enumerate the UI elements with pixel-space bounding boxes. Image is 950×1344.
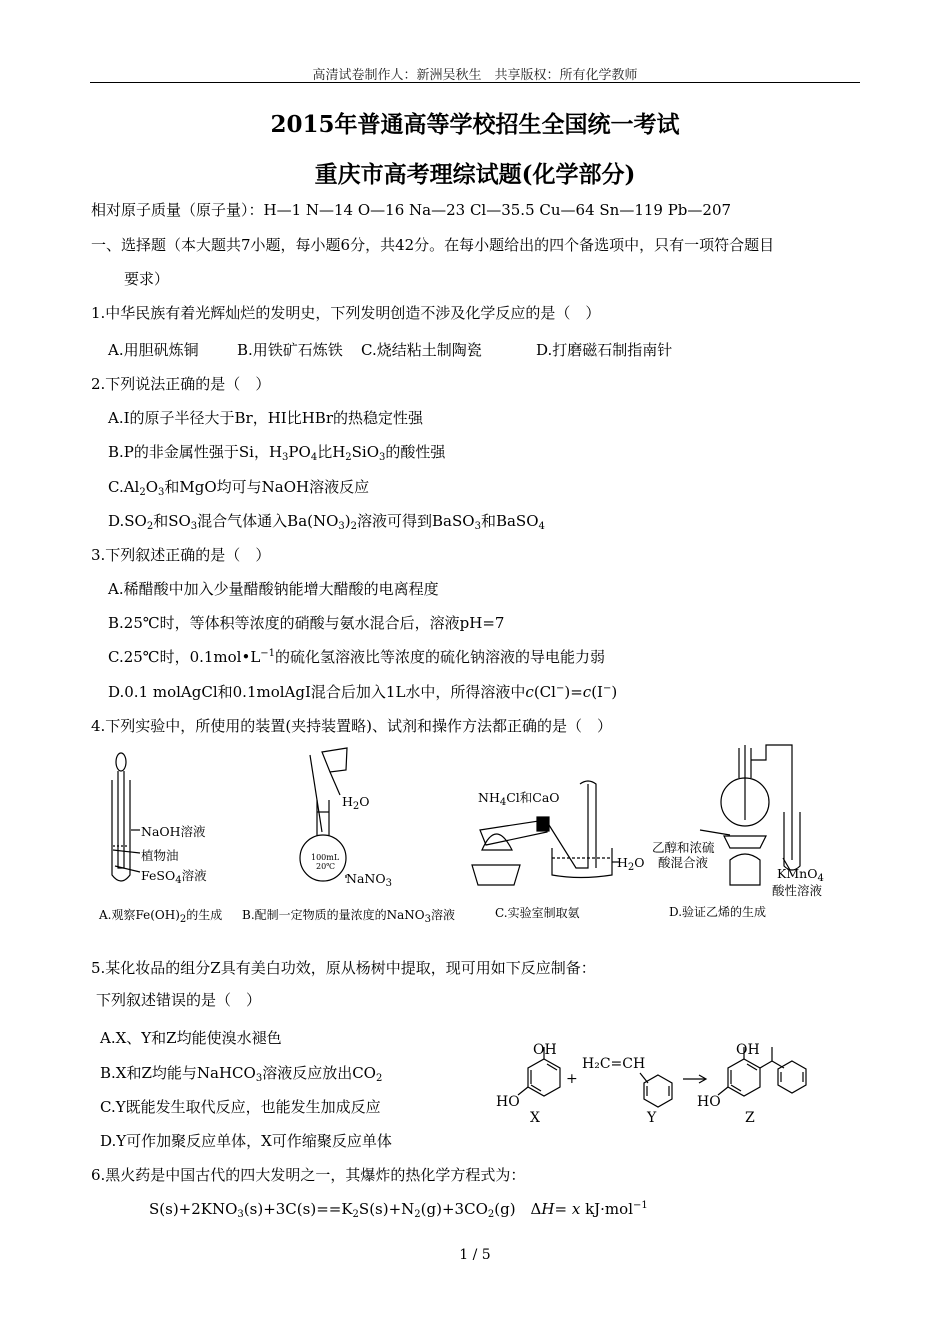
fig-b-label-water: $H_2O$ (342, 794, 370, 812)
z-ho: HO (697, 1094, 721, 1110)
header-rule (90, 82, 860, 83)
q2-option-d: $D.SO_2$和$SO_3$混合气体通入$Ba(NO_3)_2$溶液可得到BaSO$_3$和BaSO$_4$ (108, 512, 545, 532)
x-oh: OH (533, 1042, 557, 1058)
q1-option-d: D.打磨磁石制指南针 (536, 341, 673, 359)
q2-option-b: B.P的非金属性强于Si，$H_3PO_4$比$H_2SiO_3$的酸性强 (108, 443, 446, 463)
y-label: Y (647, 1110, 657, 1126)
q6-equation: $S(s)+2KNO_3(s)+3C(s)==K_2S(s)+N_2(g)+3CO_2(g)$ ΔH= x kJ·mol$^{-1}$ (149, 1200, 648, 1220)
q3-option-d: D.0.1 molAgCl和0.1molAgI混合后加入1L水中，所得溶液中c(Cl−)=c(I−) (108, 683, 618, 701)
fig-d-label-mixture-1: 乙醇和浓硫 (652, 840, 715, 855)
q5-stem: 5.某化妆品的组分Z具有美白功效，原从杨树中提取，现可用如下反应制备： (91, 959, 596, 977)
q3-option-a: A.稀醋酸中加入少量醋酸钠能增大醋酸的电离程度 (108, 580, 439, 598)
x-label: X (530, 1110, 540, 1126)
q1-option-b: B.用铁矿石炼铁 (237, 341, 343, 359)
fig-c-label-water: $H_2O$ (617, 855, 645, 873)
q4-stem: 4.下列实验中，所使用的装置(夹持装置略)、试剂和操作方法都正确的是（ ） (91, 717, 613, 735)
fig-b-label-temp: 20℃ (316, 862, 336, 871)
section-instruction-cont: 要求） (124, 270, 170, 288)
z-label: Z (745, 1110, 755, 1126)
q3-stem: 3.下列叙述正确的是（ ） (91, 546, 271, 564)
q5-option-d: D.Y可作加聚反应单体，X可作缩聚反应单体 (100, 1132, 392, 1150)
fig-d-label-mixture-2: 酸混合液 (658, 855, 709, 870)
page-header: 高清试卷制作人：新洲吴秋生 共享版权：所有化学教师 (312, 68, 638, 83)
plus-sign: + (566, 1071, 578, 1087)
fig-d-label-kmno4: KMnO$_4$ (777, 866, 824, 884)
q1-option-a: A.用胆矾炼铜 (108, 341, 199, 359)
fig-d-caption: D.验证乙烯的生成 (669, 905, 767, 919)
q5-option-b: B.X和Z均能与NaHCO$_3$溶液反应放出$CO_2$ (100, 1064, 383, 1084)
exam-title: 2015年普通高等学校招生全国统一考试 (270, 111, 680, 138)
z-oh: OH (736, 1042, 760, 1058)
exam-subtitle: 重庆市高考理综试题(化学部分) (314, 161, 636, 188)
reaction-arrow (683, 1075, 706, 1083)
q1-stem: 1.中华民族有着光辉灿烂的发明史，下列发明创造不涉及化学反应的是（ ） (91, 304, 601, 322)
fig-b-label-volume: 100mL (311, 853, 340, 862)
q2-option-a: A.I的原子半径大于Br，HI比HBr的热稳定性强 (108, 409, 424, 427)
fig-b-label-nano3: NaNO$_3$ (346, 871, 392, 889)
structure-y (640, 1073, 672, 1107)
fig-d-ethylene-setup (700, 745, 800, 885)
fig-a-test-tube-dropper (112, 753, 140, 881)
fig-a-label-oil: 植物油 (141, 848, 179, 863)
fig-c-label-reagents: $NH_4Cl$和CaO (478, 790, 560, 808)
structure-z (718, 1047, 806, 1096)
fig-d-label-acidic: 酸性溶液 (772, 883, 823, 898)
q3-option-c: C.25℃时，$0.1mol•L^{-1}$的硫化氢溶液比等浓度的硫化钠溶液的导电能力弱 (108, 648, 606, 666)
x-ho: HO (496, 1094, 520, 1110)
q2-stem: 2.下列说法正确的是（ ） (91, 375, 271, 393)
q5-option-a: A.X、Y和Z均能使溴水褪色 (100, 1029, 282, 1047)
fig-b-caption: B.配制一定物质的量浓度的NaNO$_3$溶液 (242, 908, 456, 925)
q5-option-c: C.Y既能发生取代反应，也能发生加成反应 (100, 1098, 381, 1116)
q1-option-c: C.烧结粘土制陶瓷 (361, 341, 482, 359)
fig-a-caption: A.观察$Fe(OH)_2$的生成 (99, 908, 223, 925)
q6-stem: 6.黑火药是中国古代的四大发明之一，其爆炸的热化学方程式为： (91, 1166, 526, 1184)
atomic-mass-line: 相对原子质量（原子量）：H—1 N—14 O—16 Na—23 Cl—35.5 Cu—64 Sn—119 Pb—207 (91, 201, 732, 219)
fig-a-label-feso4: FeSO$_4$溶液 (141, 868, 207, 886)
fig-a-label-naoh: NaOH溶液 (141, 824, 206, 839)
section-instruction: 一、选择题（本大题共7小题，每小题6分，共42分。在每小题给出的四个备选项中，只有一项符合题目 (91, 236, 775, 254)
y-vinyl: H₂C=CH (582, 1056, 646, 1072)
page-number: 1 / 5 (459, 1247, 491, 1263)
q5-stem-2: 下列叙述错误的是（ ） (96, 991, 262, 1009)
q2-option-c: $C.Al_2O_3$和MgO均可与NaOH溶液反应 (108, 478, 370, 498)
q3-option-b: B.25℃时，等体积等浓度的硝酸与氨水混合后，溶液pH=7 (108, 614, 505, 632)
fig-c-caption: C.实验室制取氨 (495, 906, 580, 920)
